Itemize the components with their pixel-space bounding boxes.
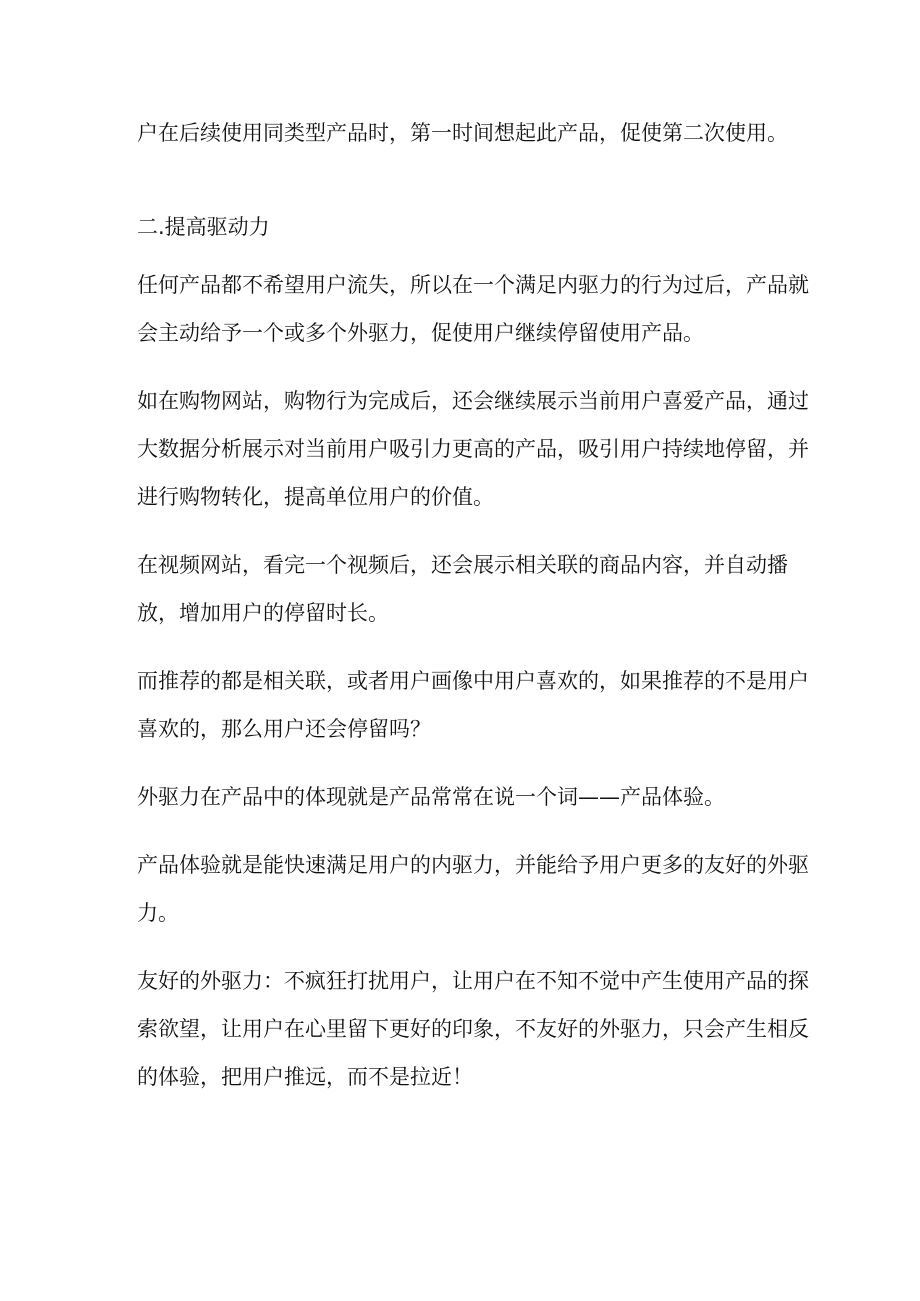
paragraph-line: 进行购物转化，提高单位用户的价值。 [137,485,494,509]
paragraph-line: 户在后续使用同类型产品时，第一时间想起此产品，促使第二次使用。 [137,121,788,145]
paragraph-line: 大数据分析展示对当前用户吸引力更高的产品，吸引用户持续地停留，并 [137,437,809,461]
paragraph-line: 索欲望，让用户在心里留下更好的印象，不友好的外驱力，只会产生相反 [137,1017,809,1041]
paragraph-line: 在视频网站，看完一个视频后，还会展示相关联的商品内容，并自动播 [137,553,788,577]
paragraph-line: 友好的外驱力：不疯狂打扰用户，让用户在不知不觉中产生使用产品的探 [137,969,809,993]
paragraph-line: 外驱力在产品中的体现就是产品常常在说一个词——产品体验。 [137,785,725,809]
paragraph-line: 放，增加用户的停留时长。 [137,601,389,625]
paragraph-line: 如在购物网站，购物行为完成后，还会继续展示当前用户喜爱产品，通过 [137,389,809,413]
paragraph-line: 任何产品都不希望用户流失，所以在一个满足内驱力的行为过后，产品就 [137,273,809,297]
paragraph-line: 喜欢的，那么用户还会停留吗？ [137,717,431,741]
paragraph-line: 而推荐的都是相关联，或者用户画像中用户喜欢的，如果推荐的不是用户 [137,669,809,693]
section-heading: 二.提高驱动力 [137,215,270,239]
paragraph-line: 力。 [137,901,179,925]
paragraph-line: 产品体验就是能快速满足用户的内驱力，并能给予用户更多的友好的外驱 [137,853,809,877]
paragraph-line: 的体验，把用户推远，而不是拉近！ [137,1065,473,1089]
paragraph-line: 会主动给予一个或多个外驱力，促使用户继续停留使用产品。 [137,321,704,345]
